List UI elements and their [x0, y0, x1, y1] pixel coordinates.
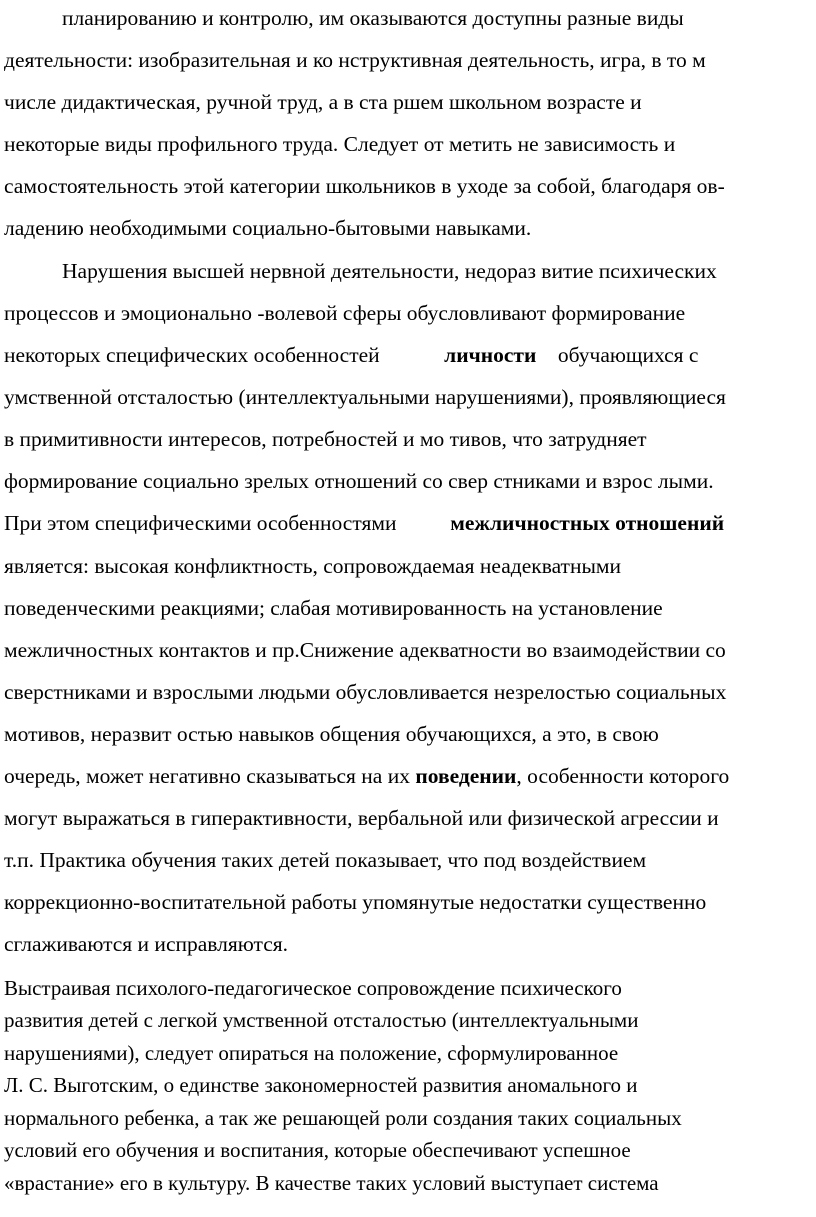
text-line: Выстраивая психолого-педагогическое сопровождение психического [4, 976, 622, 1000]
text-line: умственной отсталостью (интеллектуальными нарушениями), проявляющиеся [4, 385, 726, 409]
text-line [4, 763, 729, 789]
emphasis-personality: личности [444, 343, 537, 367]
text-line: нормального ребенка, а так же решающей роли создания таких социальных [4, 1106, 682, 1130]
text-line: мотивов, неразвит остью навыков общения обучающихся, а это, в свою [4, 722, 659, 746]
text-segment: обучающихся с [536, 343, 699, 367]
text-line: могут выражаться в гиперактивности, вербальной или физической агрессии и [4, 806, 719, 830]
text-line: Л. С. Выготским, о единстве закономерностей развития аномального и [4, 1073, 638, 1097]
text-line: процессов и эмоционально -волевой сферы обусловливают формирование [4, 301, 686, 325]
emphasis-behavior: поведении [415, 764, 517, 788]
text-line: деятельности: изобразительная и ко нструктивная деятельность, игра, в то м [4, 48, 706, 72]
text-line: т.п. Практика обучения таких детей показывает, что под воздействием [4, 848, 647, 872]
text-line: самостоятельность этой категории школьников в уходе за собой, благодаря ов- [4, 174, 725, 198]
text-line: поведенческими реакциями; слабая мотивированность на установление [4, 596, 663, 620]
text-line: ладению необходимыми социально-бытовыми навыками. [4, 216, 532, 240]
text-line: межличностных контактов и пр.Снижение адекватности во взаимодействии со [4, 638, 726, 662]
text-line: нарушениями), следует опираться на положение, сформулированное [4, 1041, 619, 1065]
text-line: сверстниками и взрослыми людьми обусловливается незрелостью социальных [4, 680, 727, 704]
text-line: «врастание» его в культуру. В качестве таких условий выступает система [4, 1171, 659, 1195]
text-segment: очередь, может негативно сказываться на их [4, 764, 416, 788]
text-line: некоторые виды профильного труда. Следует от метить не зависимость и [4, 132, 676, 156]
text-line [4, 510, 724, 536]
text-segment: , особенности которого [516, 764, 730, 788]
text-line: коррекционно-воспитательной работы упомянутые недостатки существенно [4, 890, 707, 914]
text-line [4, 342, 698, 368]
text-segment: При этом специфическими особенностями [4, 511, 451, 535]
emphasis-interpersonal-relations: межличностных отношений [450, 511, 725, 535]
text-line: Нарушения высшей нервной деятельности, недораз витие психических [62, 259, 717, 283]
text-line: сглаживаются и исправляются. [4, 932, 289, 956]
text-line: в примитивности интересов, потребностей и мо тивов, что затрудняет [4, 427, 647, 451]
text-line: является: высокая конфликтность, сопровождаемая неадекватными [4, 554, 622, 578]
text-line: развития детей с легкой умственной отсталостью (интеллектуальными [4, 1008, 639, 1032]
text-segment: некоторых специфических особенностей [4, 343, 445, 367]
text-line: числе дидактическая, ручной труд, а в ста ршем школьном возрасте и [4, 90, 642, 114]
text-line: условий его обучения и воспитания, которые обеспечивают успешное [4, 1138, 631, 1162]
text-line: формирование социально зрелых отношений со свер стниками и взрос лыми. [4, 469, 714, 493]
text-line: планированию и контролю, им оказываются доступны разные виды [62, 6, 684, 30]
